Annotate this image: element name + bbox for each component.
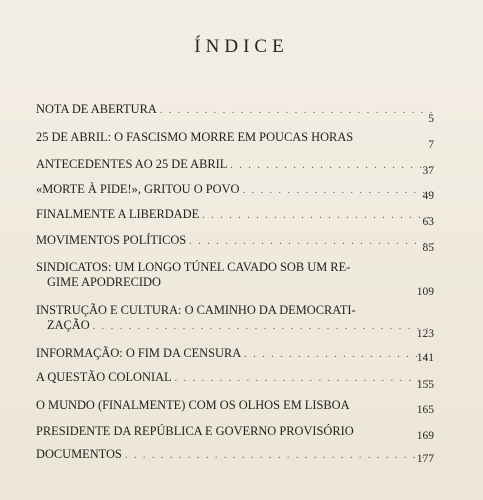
toc-entry-label: FINALMENTE A LIBERDADE — [36, 207, 200, 221]
dot-leader — [189, 234, 434, 249]
toc-page-number: 49 — [422, 190, 434, 202]
toc-entry-label: ANTECEDENTES AO 25 DE ABRIL — [36, 157, 228, 171]
toc-entry-label: DOCUMENTOS — [36, 447, 122, 461]
toc-page-number: 155 — [416, 379, 434, 391]
toc-page-number: 141 — [416, 352, 434, 364]
toc-entry-label: «MORTE À PIDE!», GRITOU O POVO — [36, 182, 240, 196]
toc-entry-label: INFORMAÇÃO: O FIM DA CENSURA — [36, 346, 242, 360]
toc-entry-label-continuation: GIME APODRECIDO — [47, 275, 161, 289]
dot-leader — [175, 371, 434, 386]
dot-leader — [242, 183, 434, 198]
toc-page-number: 165 — [416, 404, 434, 416]
toc-entry-label-continuation: ZAÇÃO — [47, 318, 90, 332]
toc-page-number: 85 — [422, 242, 434, 254]
toc-entry-presidente-da-republica — [36, 424, 434, 442]
toc-page-number: 109 — [416, 286, 434, 298]
toc-entry-movimentos-politicos — [36, 233, 434, 254]
toc-page-number: 169 — [416, 430, 434, 442]
toc-entry-label: 25 DE ABRIL: O FASCISMO MORRE EM POUCAS HORAS — [36, 130, 354, 144]
toc-entry-25-de-abril — [36, 130, 434, 151]
toc-entry-label: O MUNDO (FINALMENTE) COM OS OLHOS EM LISBOA — [36, 398, 350, 412]
toc-entry-finalmente-a-liberdade — [36, 207, 434, 228]
toc-entry-o-mundo — [36, 398, 434, 416]
toc-entry-label: MOVIMENTOS POLÍTICOS — [36, 233, 187, 247]
toc-entry-label: A QUESTÃO COLONIAL — [36, 370, 172, 384]
toc-entry-morte-a-pide — [36, 182, 434, 202]
toc-page-number: 5 — [428, 113, 434, 125]
dot-leader — [93, 319, 434, 334]
toc-entry-documentos — [36, 447, 434, 463]
dot-leader — [244, 347, 434, 362]
toc-entry-informacao — [36, 346, 434, 362]
toc-entry-label: NOTA DE ABERTURA — [36, 102, 157, 116]
toc-page-number: 37 — [422, 165, 434, 177]
dot-leader — [125, 448, 434, 463]
toc-entry-nota-de-abertura — [36, 102, 434, 125]
toc-entry-label: PRESIDENTE DA REPÚBLICA E GOVERNO PROVISÓRIO — [36, 424, 354, 438]
toc-entry-label: INSTRUÇÃO E CULTURA: O CAMINHO DA DEMOCRATI- — [36, 303, 356, 317]
toc-page-number: 63 — [422, 216, 434, 228]
toc-entry-antecedentes — [36, 157, 434, 177]
toc-entry-instrucao-e-cultura — [36, 303, 434, 340]
toc-page-number: 177 — [416, 453, 434, 465]
index-title: ÍNDICE — [194, 36, 289, 57]
dot-leader — [230, 158, 434, 173]
toc-entry-label: SINDICATOS: UM LONGO TÚNEL CAVADO SOB UM RE- — [36, 260, 351, 274]
toc-page-number: 123 — [416, 328, 434, 340]
dot-leader — [202, 208, 434, 223]
toc-page-number: 7 — [428, 139, 434, 151]
toc-entry-a-questao-colonial — [36, 370, 434, 391]
dot-leader — [160, 103, 434, 118]
toc-entry-sindicatos — [36, 260, 434, 298]
